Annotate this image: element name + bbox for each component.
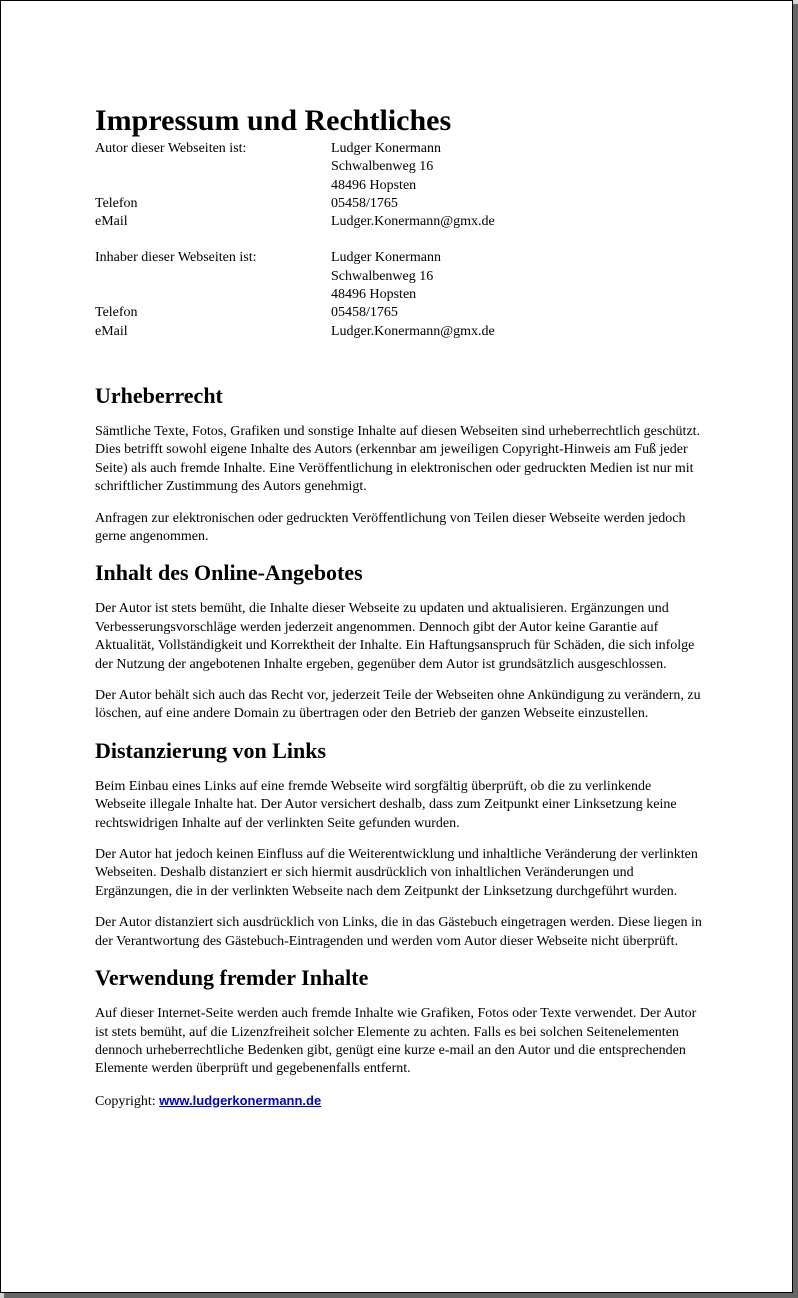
copyright-line: [95, 1092, 705, 1111]
author-row: eMail Ludger.Konermann@gmx.de: [95, 214, 495, 230]
page-shadow-bottom: [4, 1293, 798, 1298]
section-paragraph: Sämtliche Texte, Fotos, Grafiken und sonstige Inhalte auf diesen Webseiten sind urheberrechtlich geschützt. Dies betrifft sowohl eigene Inhalte des Autors (erkennbar am jeweiligen Copyright-Hinweis am Fuß jeder Seite) als auch fremde Inhalte. Eine Veröffentlichung in elektronischen oder gedruckten Medien ist nur mit schriftlicher Zustimmung des Autors genehmigt.: [95, 423, 701, 495]
website-link[interactable]: www.ludgerkonermann.de: [159, 1092, 322, 1108]
owner-row: Schwalbenweg 16: [331, 268, 434, 284]
section-paragraph: Auf dieser Internet-Seite werden auch fremde Inhalte wie Grafiken, Fotos oder Texte verwendet. Der Autor ist stets bemüht, auf die Lizenzfreiheit solcher Elemente zu achten. Falls es bei solchen Seitenelementen dennoch urheberrechtliche Bedenken gibt, genügt eine kurze e-mail an den Autor und die entsprechenden Elemente werden überprüft und gegebenenfalls entfernt.: [95, 1006, 697, 1077]
section-paragraph: Der Autor ist stets bemüht, die Inhalte dieser Webseite zu updaten und aktualisieren. Ergänzungen und Verbesserungsvorschläge werden jederzeit angenommen. Dennoch gibt der Autor keine Garantie auf Aktualität, Vollständigkeit und Korrektheit der Inhalte. Ein Haftungsanspruch für Schäden, die sich infolge der Nutzung der angebotenen Inhalte ergeben, gegenüber dem Autor ist grundsätzlich ausgeschlossen.: [95, 601, 695, 672]
page-title: Impressum und Rechtliches: [95, 104, 452, 137]
section-paragraph: Der Autor hat jedoch keinen Einfluss auf die Weiterentwicklung und inhaltliche Veränderung der verlinkten Webseiten. Deshalb distanziert er sich hiermit ausdrücklich von inhaltlichen Veränderungen und Ergänzungen, die in der verlinkten Webseite nach dem Zeitpunkt der Linksetzung durchgeführt wurden.: [95, 847, 698, 899]
section-paragraph: Der Autor distanziert sich ausdrücklich von Links, die in das Gästebuch eingetragen werden. Diese liegen in der Verantwortung des Gästebuch-Eintragenden und werden vom Autor dieser Webseite nicht überprüft.: [95, 915, 702, 949]
owner-info: [95, 249, 705, 340]
section-paragraph: Beim Einbau eines Links auf eine fremde Webseite wird sorgfältig überprüft, ob die zu verlinkende Webseite illegale Inhalte hat. Der Autor versichert deshalb, dass zum Zeitpunkt einer Linksetzung keine rechtswidrigen Inhalte auf der verlinkten Seite gefunden wurden.: [95, 778, 677, 831]
author-row: Autor dieser Webseiten ist: Ludger Konermann: [95, 141, 442, 156]
page-shadow-right: [793, 4, 798, 1298]
owner-row: Telefon 05458/1765: [95, 305, 398, 321]
section-paragraph: Der Autor behält sich auch das Recht vor, jederzeit Teile der Webseiten ohne Ankündigung zu verändern, zu löschen, auf eine andere Domain zu übertragen oder den Betrieb der ganzen Webseite einzustellen.: [95, 688, 701, 722]
section-heading-fremde-inhalte: Verwendung fremder Inhalte: [95, 965, 369, 991]
owner-row: 48496 Hopsten: [331, 287, 417, 303]
owner-row: Inhaber dieser Webseiten ist: Ludger Konermann: [95, 250, 442, 266]
section-paragraph: Anfragen zur elektronischen oder gedruckten Veröffentlichung von Teilen dieser Webseite werden jedoch gerne angenommen.: [95, 510, 686, 544]
author-info: [95, 140, 705, 231]
section-heading-urheberrecht: Urheberrecht: [95, 382, 223, 408]
spacer: [95, 231, 705, 249]
section-heading-links: Distanzierung von Links: [95, 737, 327, 763]
section-heading-inhalt: Inhalt des Online-Angebotes: [95, 560, 363, 586]
author-row: 48496 Hopsten: [331, 177, 417, 193]
author-row: Schwalbenweg 16: [331, 159, 434, 175]
author-row: Telefon 05458/1765: [95, 195, 398, 211]
document-content: [95, 103, 705, 1111]
owner-row: eMail Ludger.Konermann@gmx.de: [95, 323, 495, 339]
copyright-label: Copyright:: [95, 1093, 156, 1109]
